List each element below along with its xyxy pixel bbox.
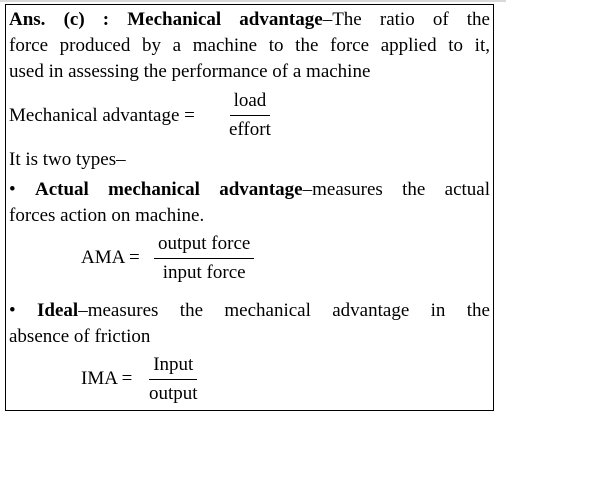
actual-bullet: • [9, 179, 16, 200]
definition-line-1: –The ratio of the [322, 9, 490, 30]
actual-line-1 [9, 179, 490, 201]
ma-numerator: load [230, 90, 271, 116]
ma-fraction [225, 90, 275, 141]
ma-formula-label: Mechanical advantage = [9, 105, 195, 126]
ama-fraction [154, 233, 254, 284]
ma-denominator: effort [229, 119, 271, 140]
ideal-line-1 [9, 300, 490, 322]
answer-prefix: Ans. (c) : Mechanical advantage [9, 9, 323, 30]
ima-denominator: output [149, 383, 198, 404]
answer-line-1 [9, 9, 490, 31]
types-intro: It is two types– [9, 149, 126, 170]
ama-numerator: output force [154, 233, 254, 259]
ima-numerator: Input [149, 354, 197, 380]
answer-box [5, 4, 494, 411]
actual-desc-line-2: forces action on machine. [9, 205, 205, 226]
ima-formula-label: IMA = [81, 368, 133, 389]
actual-desc-line-1: –measures the actual [302, 179, 490, 200]
definition-line-2: force produced by a machine to the force applied to it, [9, 35, 490, 56]
actual-term: Actual mechanical advantage [34, 179, 303, 200]
ama-denominator: input force [162, 262, 246, 283]
ideal-desc-line-2: absence of friction [9, 326, 151, 347]
ama-formula-label: AMA = [81, 247, 140, 268]
ideal-term: Ideal [37, 300, 79, 321]
ima-fraction [145, 354, 202, 405]
definition-line-3: used in assessing the performance of a machine [9, 61, 371, 82]
ideal-bullet: • [9, 300, 16, 321]
ideal-desc-line-1: –measures the mechanical advantage in the [78, 300, 490, 321]
top-divider-line [0, 0, 506, 2]
